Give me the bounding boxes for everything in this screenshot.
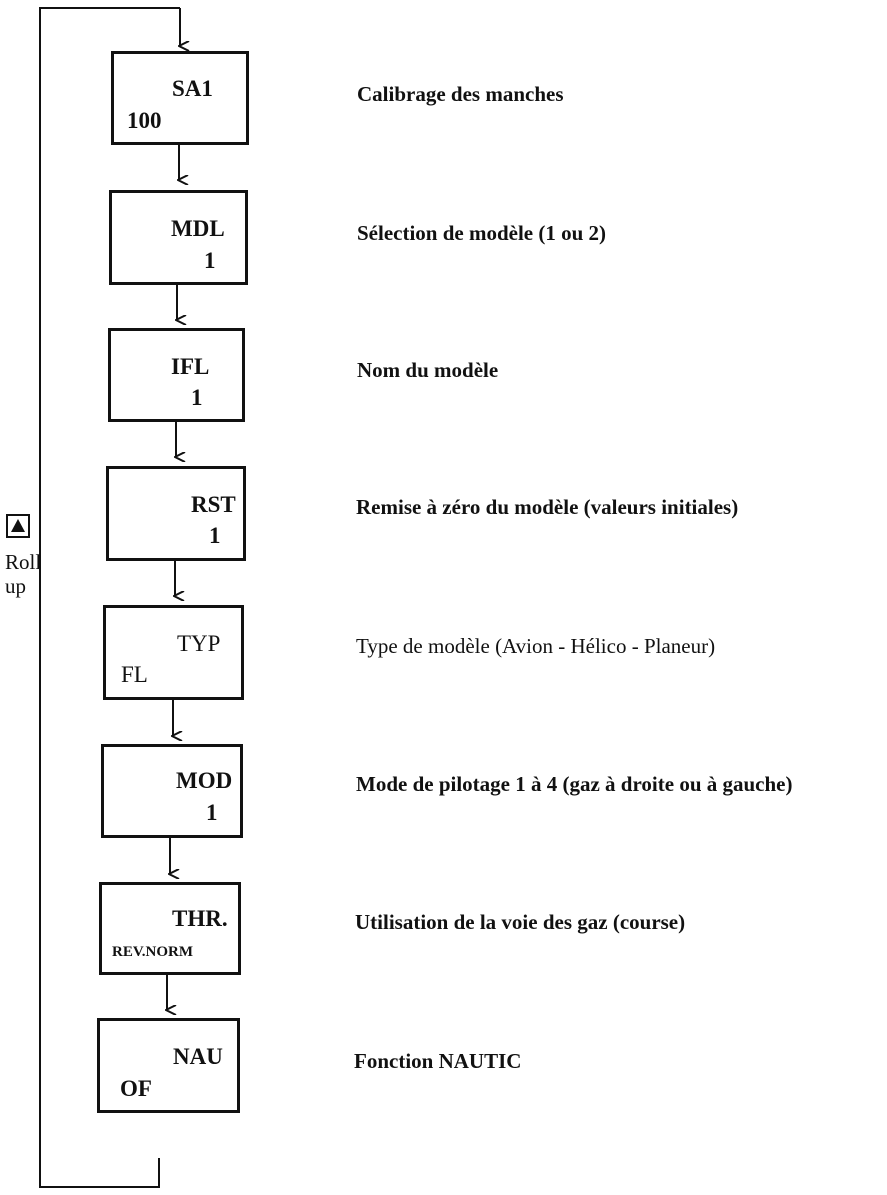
step-description: Calibrage des manches	[357, 82, 564, 106]
step-value: OF	[120, 1076, 152, 1101]
step-code: RST	[191, 492, 236, 517]
step-description: Utilisation de la voie des gaz (course)	[355, 910, 686, 934]
step-value: 1	[204, 248, 216, 273]
step-description: Sélection de modèle (1 ou 2)	[357, 221, 607, 245]
step-description: Fonction NAUTIC	[354, 1049, 522, 1073]
step-code: THR.	[172, 906, 228, 931]
roll-up-label-line2: up	[5, 574, 26, 598]
step-description: Type de modèle (Avion - Hélico - Planeur)	[356, 634, 716, 658]
step-code: TYP	[177, 631, 221, 656]
step-description: Nom du modèle	[357, 358, 499, 382]
step-code: MDL	[171, 216, 225, 241]
step-value: REV.NORM	[112, 944, 193, 960]
step-code: IFL	[171, 354, 210, 379]
step-description: Remise à zéro du modèle (valeurs initiales)	[356, 495, 739, 519]
step-code: MOD	[176, 768, 233, 793]
step-value: 1	[206, 800, 218, 825]
step-code: NAU	[173, 1044, 223, 1069]
step-value: 1	[209, 523, 221, 548]
up-triangle-key-icon	[6, 514, 30, 538]
step-description: Mode de pilotage 1 à 4 (gaz à droite ou à gauche)	[356, 772, 793, 796]
roll-up-label-line1: Roll	[5, 550, 42, 574]
step-value: FL	[121, 662, 148, 687]
step-value: 1	[191, 385, 203, 410]
step-code: SA1	[172, 76, 213, 101]
step-value: 100	[127, 108, 162, 133]
loop-return-line	[40, 8, 180, 1187]
